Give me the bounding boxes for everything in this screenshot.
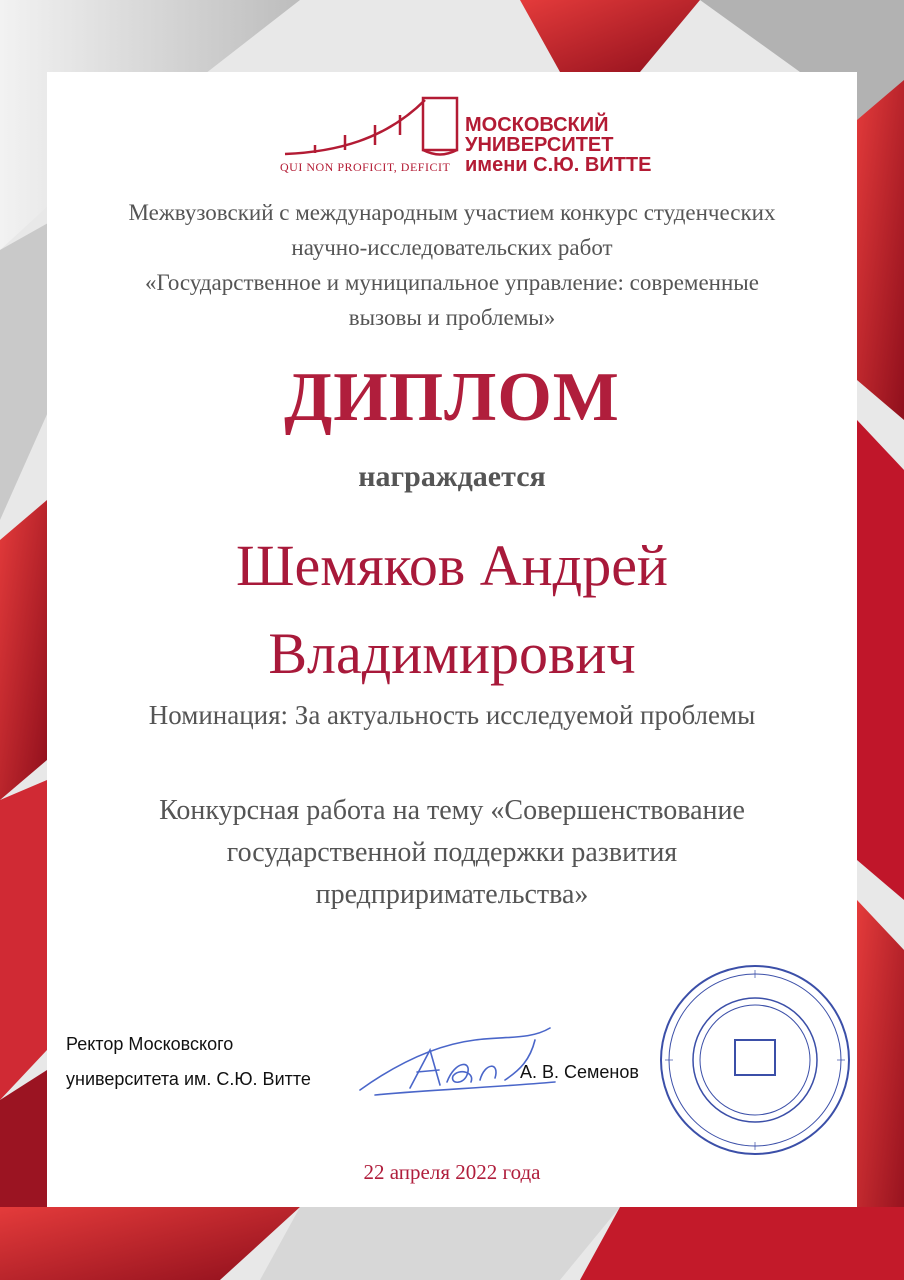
logo-line-3: имени С.Ю. ВИТТЕ	[465, 154, 652, 176]
contest-line-3: «Государственное и муниципальное управление: современные	[145, 270, 759, 295]
signer-name: А. В. Семенов	[520, 1062, 639, 1082]
contest-description	[47, 195, 857, 335]
nomination: Номинация: За актуальность исследуемой проблемы	[148, 700, 756, 730]
contest-line-2: научно-исследовательских работ	[291, 235, 613, 260]
issue-date: 22 апреля 2022 года	[363, 1160, 541, 1184]
work-topic	[47, 790, 857, 916]
work-line-2: государственной поддержки развития	[226, 837, 678, 868]
recipient-line-2: Владимирович	[268, 621, 636, 686]
contest-line-4: вызовы и проблемы»	[348, 305, 556, 330]
logo-wordmark	[465, 115, 651, 175]
contest-line-1: Межвузовский с международным участием конкурс студенческих	[128, 200, 776, 225]
awarded-label: награждается	[358, 460, 546, 493]
work-line-1: Конкурсная работа на тему «Совершенствование	[159, 795, 745, 826]
logo-line-1: МОСКОВСКИЙ	[465, 114, 609, 136]
diploma-title: ДИПЛОМ	[284, 359, 620, 436]
recipient-line-1: Шемяков Андрей	[236, 533, 668, 598]
logo-motto: QUI NON PROFICIT, DEFICIT	[280, 160, 451, 174]
work-line-3: предприримательства»	[315, 879, 589, 910]
signer-title	[66, 1027, 311, 1097]
university-stamp	[655, 960, 855, 1160]
signer-line-2: университета им. С.Ю. Витте	[66, 1069, 311, 1089]
signer-line-1: Ректор Московского	[66, 1034, 234, 1054]
recipient-name	[47, 522, 857, 698]
logo-line-2: УНИВЕРСИТЕТ	[465, 134, 614, 156]
